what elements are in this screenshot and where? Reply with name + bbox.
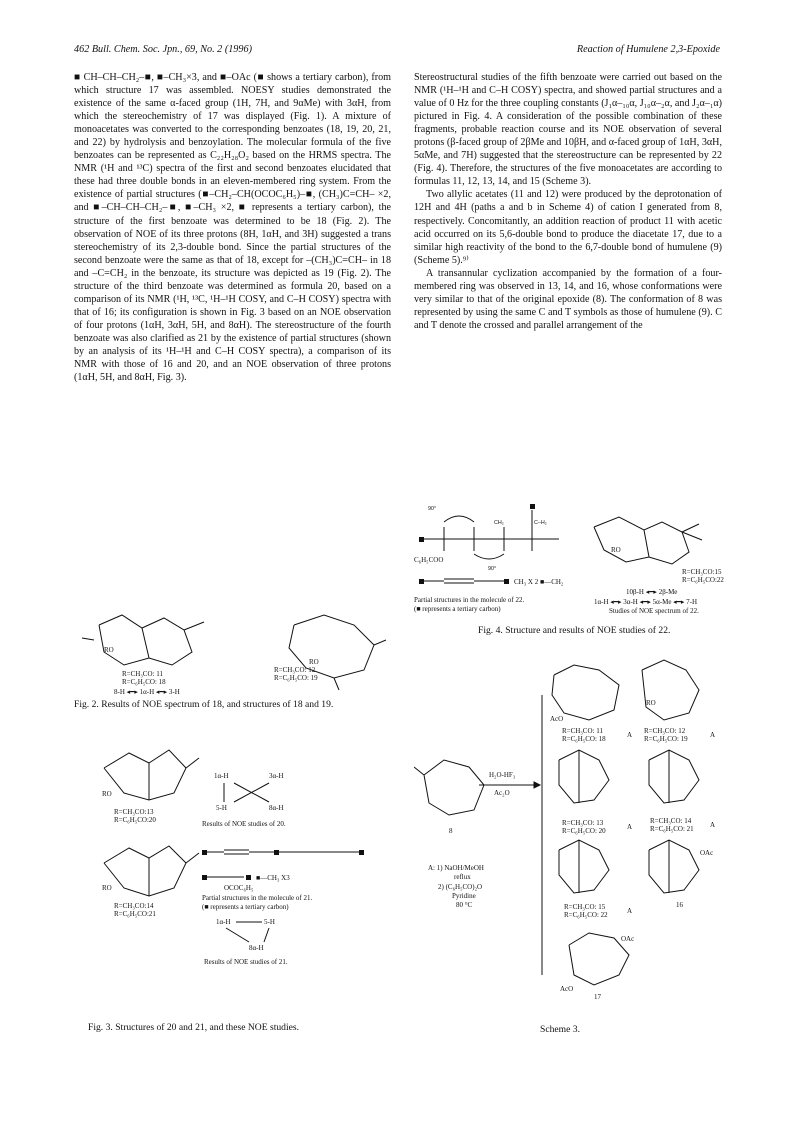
fig3-noe21-2: 5-H [264, 918, 275, 926]
scheme3-label-17: 17 [594, 993, 601, 1001]
fig4-label-15: R=CH₃CO:15 [682, 568, 722, 576]
scheme3-reagent-2: Ac₂O [494, 789, 510, 797]
fig4-c6h5coo-label: C₆H₅COO [414, 556, 444, 564]
svg-text:CH₂: CH₂ [494, 520, 504, 526]
header-journal: 462 Bull. Chem. Soc. Jpn., 69, No. 2 (1996) [74, 44, 252, 55]
scheme3-cond-1: A: 1) NaOH/MeOH [428, 864, 484, 872]
fig2-label-19: R=C₆H₅CO: 19 [274, 674, 318, 682]
scheme3-aco-11: AcO [550, 715, 564, 723]
scheme3-A-2: A [710, 731, 716, 739]
scheme3-cond-4: Pyridine [452, 892, 476, 900]
scheme3-cond-3: 2) (C₆H₅CO)₂O [438, 883, 483, 891]
fig3-ro-label: RO [102, 790, 112, 798]
scheme3-A-3: A [627, 823, 633, 831]
fig3-ch3x3: ■—CH₃ X3 [256, 874, 290, 882]
fig4-partial-note: (■ represents a tertiary carbon) [414, 605, 501, 613]
scheme3-label-18: R=C₆H₅CO: 18 [562, 735, 606, 743]
scheme3-label-14: R=CH₃CO: 14 [650, 817, 692, 825]
scheme3-label-22: R=C₆H₅CO: 22 [564, 911, 608, 919]
fig4-noe-1: 10β-H ◂━▸ 2β-Me [626, 588, 678, 596]
scheme3-A-1: A [627, 731, 633, 739]
fig2-label-18: R=C₆H₅CO: 18 [122, 678, 166, 686]
scheme-3-caption: Scheme 3. [540, 1024, 580, 1035]
figure-2-diagram [74, 610, 392, 695]
fig3-noe21-1: 1α-H [216, 918, 231, 926]
scheme3-cond-5: 80 °C [456, 901, 473, 909]
fig2-noe-result: 8-H ◂━▸ 1α-H ◂━▸ 3-H [114, 688, 180, 695]
fig3-noe20-1: 1α-H [214, 772, 229, 780]
fig3-partial21: Partial structures in the molecule of 21. [202, 894, 313, 902]
fig3-noe20-title: Results of NOE studies of 20. [202, 820, 286, 828]
scheme3-cond-2: reflux [454, 873, 471, 881]
fig3-partial21-note: (■ represents a tertiary carbon) [202, 903, 289, 911]
fig3-ro-label-2: RO [102, 884, 112, 892]
fig3-noe21-3: 8α-H [249, 944, 264, 952]
fig3-label-21: R=C₆H₅CO:21 [114, 910, 156, 918]
scheme3-ro-12: RO [646, 699, 656, 707]
figure-3-diagram [74, 738, 392, 1023]
fig3-ococ: OCOC₆H₅ [224, 884, 254, 892]
scheme3-label-15: R=CH₃CO: 15 [564, 903, 606, 911]
fig2-ro-label-2: RO [309, 658, 319, 666]
fig2-ro-label: RO [104, 646, 114, 654]
fig2-label-11: R=CH₃CO: 11 [122, 670, 163, 678]
fig3-label-13: R=CH₃CO:13 [114, 808, 154, 816]
left-paragraph-1: ■ CH–CH–CH₂–■, ■–CH₃×3, and ■–OAc (■ shows a tertiary carbon), from which structure 17 was assembled. NOESY studies demonstrated the existence of the same α-faced group (1H, 7H, and 9αMe) with 3αH, from which the stereochemistry of 17 was displayed (Fig. 1). A mixture of monoacetates was converted to the corresponding benzoates (18, 19, 20, 21, and 22) by hydrolysis and benzoylation. The molecular formula of the five benzoates can be represented as C₂₂H₂₈O₂ based on the HRMS spectra. The NMR (¹H and ¹³C) spectra of the first and second benzoates elucidated that these had three double bonds in an eleven-membered ring system. From the existence of partial structures (■–CH₂–CH(OCOC₆H₅)–■, (CH₃)C=CH– ×2, and ■–CH–CH–CH₂–■, ■–CH₃ ×2, ■ represents a tertiary carbon), the structure of the first benzoate was determined to be 18 (Fig. 2). The observation of NOE of its three protons (8H, 1αH, and 3H) suggested a trans stereochemistry of its 2,3-double bond. Since the partial structures of the second benzoate were the same as that of 18, except for –(CH₃)C=CH– in 18 and –C=CH₂ in the benzoate, its structure was depicted as 19 (Fig. 2). The structure of the third benzoate was determined as formula 20, based on a comparison of its NMR (¹H, ¹³C, ¹H–¹H COSY, and C–H COSY) spectra with that of 16; its configuration is shown in Fig. 3 based on an NOE observation of four protons (1αH, 3αH, 5H, and 8αH). The stereostructure of the fourth benzoate was also clarified as 21 by the existence of partial structures (shown by an analysis of its ¹H–¹H and C–H COSY spectra), a comparison of its NMR with those of 16 and 20, and an NOE observation of three protons (1αH, 5H, and 8αH, Fig. 3). [74, 72, 391, 384]
scheme3-A-5: A [627, 907, 633, 915]
scheme3-label-8: 8 [449, 827, 453, 835]
figure-2-caption: Fig. 2. Results of NOE spectrum of 18, and structures of 18 and 19. [74, 699, 334, 710]
scheme3-label-20: R=C₆H₅CO: 20 [562, 827, 606, 835]
fig4-ch3x2-label: CH₃ X 2 ■—CH₂ [514, 578, 564, 586]
fig3-noe20-2: 3α-H [269, 772, 284, 780]
right-paragraph-1: Stereostructural studies of the fifth benzoate were carried out based on the NMR (¹H–¹H and C–H COSY) spectra, and showed partial structures and a value of 0 Hz for the three coupling constants (J₁α–₁₀α, J₁₀α–₂α, and J₂α–₁α) pictured in Fig. 4. A consideration of the possible combination of these fragments, probable reaction course and its NOE observation of several protons (β-faced group of 2βMe and 10βH, and α-faced group of 1αH, 3αH, 5αMe, and 7H) suggested that the stereostructure can be represented by 22 (Fig. 4). Therefore, the structures of the five monoacetates are according to formulas 11, 12, 13, 14, and 15 (Scheme 3). [414, 72, 722, 188]
fig3-noe21-title: Results of NOE studies of 21. [204, 958, 288, 966]
scheme3-oac-17: OAc [621, 935, 635, 943]
fig4-noe-title: Studies of NOE spectrum of 22. [609, 607, 699, 615]
running-header [74, 44, 720, 58]
scheme3-label-19: R=C₆H₅CO: 19 [644, 735, 688, 743]
scheme3-label-21: R=C₆H₅CO: 21 [650, 825, 694, 833]
scheme3-label-12: R=CH₃CO: 12 [644, 727, 686, 735]
fig2-label-12: R=CH₃CO: 12 [274, 666, 316, 674]
left-column [74, 71, 391, 384]
scheme3-reagent-1: H₂O-HF₃ [489, 771, 516, 779]
fig4-label-22: R=C₆H₅CO:22 [682, 576, 724, 584]
fig3-noe20-3: 5-H [216, 804, 227, 812]
scheme3-A-4: A [710, 821, 716, 829]
svg-text:C–H₂: C–H₂ [534, 520, 547, 526]
fig3-label-14: R=CH₃CO:14 [114, 902, 154, 910]
scheme-3-diagram [414, 655, 724, 1020]
fig3-label-20: R=C₆H₅CO:20 [114, 816, 156, 824]
right-paragraph-3: A transannular cyclization accompanied by the formation of a four-membered ring was observed in 13, 14, and 16, whose conformations were very similar to that of the original epoxide (8). The conformation of 8 was represented by using the same C and T symbols as those of humulene (9). C and T denote the crossed and parallel arrangement of the [414, 267, 722, 331]
scheme3-oac-16: OAc [700, 849, 714, 857]
fig4-noe-2: 1α-H ◂━▸ 3α-H ◂━▸ 5α-Me ◂━▸ 7-H [594, 598, 698, 606]
fig3-noe20-4: 8α-H [269, 804, 284, 812]
figure-3-caption: Fig. 3. Structures of 20 and 21, and these NOE studies. [88, 1022, 300, 1033]
fig4-partial-caption: Partial structures in the molecule of 22. [414, 596, 525, 604]
header-article-title: Reaction of Humulene 2,3-Epoxide [576, 44, 720, 55]
right-column [414, 71, 722, 332]
scheme3-aco-17: AcO [560, 985, 574, 993]
scheme3-label-11: R=CH₃CO: 11 [562, 727, 603, 735]
scheme3-label-16: 16 [676, 901, 683, 909]
svg-text:90°: 90° [428, 506, 437, 512]
fig4-ro-label: RO [611, 546, 621, 554]
figure-4-caption: Fig. 4. Structure and results of NOE studies of 22. [478, 625, 671, 636]
figure-4-diagram [414, 502, 724, 618]
scheme3-label-13: R=CH₃CO: 13 [562, 819, 604, 827]
right-paragraph-2: Two allylic acetates (11 and 12) were produced by the deprotonation of 12H and 4H (paths a and b in Scheme 4) of cation I generated from 8, respectively. Concomitantly, an addition reaction of product 11 with acetic acid occurred on its 5,6-double bond to produce the diacetate 17, due to a similar high reactivity of the bond to the 6,7-double bond of humulene (9) (Scheme 5).⁹⁾ [414, 189, 722, 266]
svg-text:90°: 90° [488, 566, 497, 572]
